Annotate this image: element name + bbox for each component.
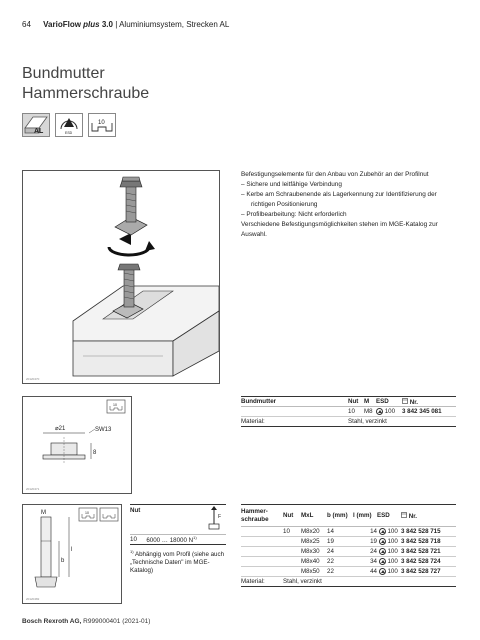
- esd-icon: [379, 538, 386, 545]
- bundmutter-table: [241, 396, 456, 427]
- cell-nr: 3 842 528 715: [401, 527, 456, 537]
- esd-icon: [379, 568, 386, 575]
- screw-m-label: M: [41, 510, 46, 516]
- cell-nr: 3 842 528 727: [401, 567, 456, 577]
- material-label: Material:: [241, 577, 283, 587]
- footnote-mark: 1): [130, 549, 134, 555]
- force-cell-nut: 10: [130, 535, 146, 545]
- cell-mxl: M8x40: [301, 557, 327, 567]
- cell-b: 22: [327, 567, 353, 577]
- cell-mxl: M8x50: [301, 567, 327, 577]
- esd-label: ESD: [65, 131, 73, 135]
- cell-nr: 3 842 345 081: [402, 407, 456, 417]
- table-row: [241, 527, 456, 537]
- description-outro: Verschiedene Befestigungsmöglichkeiten stehen im MGE-Katalog zur Auswahl.: [241, 221, 438, 238]
- cell-nut: 10: [283, 527, 301, 537]
- material-value: Stahl, verzinkt: [348, 417, 456, 427]
- table-row: [241, 547, 456, 557]
- table-row: [241, 537, 456, 547]
- col-nut: Nut: [283, 505, 301, 527]
- col-esd: ESD: [376, 398, 389, 405]
- al-profile-icon: [22, 113, 50, 137]
- cell-mxl: M8x20: [301, 527, 327, 537]
- product-version: 3.0: [101, 20, 113, 29]
- badge-row: [22, 113, 116, 137]
- nut-height-label: 8: [93, 450, 97, 456]
- title-line-2: Hammerschraube: [22, 85, 150, 102]
- col-l: l (mm): [353, 505, 377, 527]
- cell-nr: 3 842 528 724: [401, 557, 456, 567]
- cell-mxl: M8x30: [301, 547, 327, 557]
- cell-qty: 100: [387, 558, 398, 566]
- col-b: b (mm): [327, 505, 353, 527]
- col-m: M: [364, 397, 376, 407]
- hammer-name: Hammer-schraube: [241, 505, 283, 527]
- table-row: [241, 567, 456, 577]
- material-row: [241, 577, 456, 587]
- cell-b: 19: [327, 537, 353, 547]
- col-nr: Nr.: [408, 513, 417, 520]
- table-row: [241, 557, 456, 567]
- cell-b: 14: [327, 527, 353, 537]
- footer-company: Bosch Rexroth AG,: [22, 618, 82, 625]
- header-separator: |: [115, 20, 118, 29]
- col-nr: Nr.: [409, 399, 418, 406]
- groove-label: 10: [98, 120, 105, 126]
- cell-nut: 10: [348, 407, 364, 417]
- col-esd: ESD: [377, 505, 401, 527]
- cell-m: M8: [364, 407, 376, 417]
- nut-sw-label: SW13: [95, 427, 112, 433]
- cell-mxl: M8x25: [301, 537, 327, 547]
- force-table: [130, 504, 226, 575]
- force-col-nut: Nut: [130, 505, 146, 535]
- package-icon: [402, 397, 408, 404]
- cell-nr: 3 842 528 721: [401, 547, 456, 557]
- cell-b: 24: [327, 547, 353, 557]
- cell-l: 14: [353, 527, 377, 537]
- product-italic: plus: [83, 20, 100, 29]
- cell-qty: 100: [387, 548, 398, 556]
- cell-l: 19: [353, 537, 377, 547]
- page-title: [22, 64, 149, 104]
- esd-icon: [379, 528, 386, 535]
- screw-b-label: b: [61, 558, 65, 564]
- screw-drawing: [22, 504, 122, 604]
- table-row: [241, 407, 456, 417]
- nut-drawing: [22, 396, 132, 494]
- description-bullet: – Kerbe am Schraubenende als Lagerkennung zur Identifizierung der richtigen Positionierung: [241, 191, 437, 208]
- force-f-label: F: [218, 513, 222, 520]
- title-line-1: Bundmutter: [22, 65, 105, 82]
- cell-qty: 100: [384, 408, 396, 416]
- screw-figure-caption: 20120482: [26, 597, 40, 601]
- table-row: [130, 535, 226, 545]
- nut-diameter-label: ⌀21: [55, 426, 66, 432]
- page-footer: [22, 618, 150, 625]
- nut-figure-caption: 20120471: [26, 487, 40, 491]
- groove-10-icon: [88, 113, 116, 137]
- esd-icon: [55, 113, 83, 137]
- description-bullet: – Profilbearbeitung: Nicht erforderlich: [241, 211, 347, 218]
- product-description: [241, 170, 456, 240]
- main-figure-caption: 20120470: [26, 377, 40, 381]
- main-product-figure: [22, 170, 220, 384]
- col-mxl: MxL: [301, 505, 327, 527]
- description-bullet: – Sichere und leitfähige Verbindung: [241, 181, 342, 188]
- package-icon: [401, 511, 407, 518]
- cell-qty: 100: [387, 568, 398, 576]
- footer-doc: R999000401 (2021-01): [83, 618, 151, 625]
- hammer-table: [241, 504, 456, 587]
- nut-badge-label: 10: [113, 403, 117, 407]
- material-label: Material:: [241, 417, 348, 427]
- esd-icon: [379, 558, 386, 565]
- force-cell-range: 6000 … 18000 N: [146, 537, 194, 545]
- screw-badge-label: 10: [85, 511, 89, 515]
- page-number: 64: [22, 20, 31, 29]
- esd-icon: [379, 548, 386, 555]
- cell-l: 24: [353, 547, 377, 557]
- force-footnote: Abhängig vom Profil (siehe auch „Technische Daten" im MGE-Katalog): [130, 551, 225, 575]
- screw-l-label: l: [71, 547, 73, 553]
- cell-qty: 100: [387, 528, 398, 536]
- al-label: AL: [34, 128, 44, 135]
- material-value: Stahl, verzinkt: [283, 577, 456, 587]
- bundmutter-name: Bundmutter: [241, 397, 348, 407]
- cell-nr: 3 842 528 718: [401, 537, 456, 547]
- cell-l: 34: [353, 557, 377, 567]
- material-row: [241, 417, 456, 427]
- product-prefix: VarioFlow: [43, 20, 81, 29]
- cell-l: 44: [353, 567, 377, 577]
- cell-qty: 100: [387, 538, 398, 546]
- description-intro: Befestigungselemente für den Anbau von Zubehör an der Profilnut: [241, 171, 429, 178]
- page-header: [22, 20, 229, 29]
- force-footnote-mark: 1): [193, 535, 197, 540]
- header-subtitle: Aluminiumsystem, Strecken AL: [119, 20, 230, 29]
- cell-b: 22: [327, 557, 353, 567]
- col-nut: Nut: [348, 397, 364, 407]
- esd-icon: [376, 408, 383, 415]
- force-arrow-icon: [204, 506, 226, 532]
